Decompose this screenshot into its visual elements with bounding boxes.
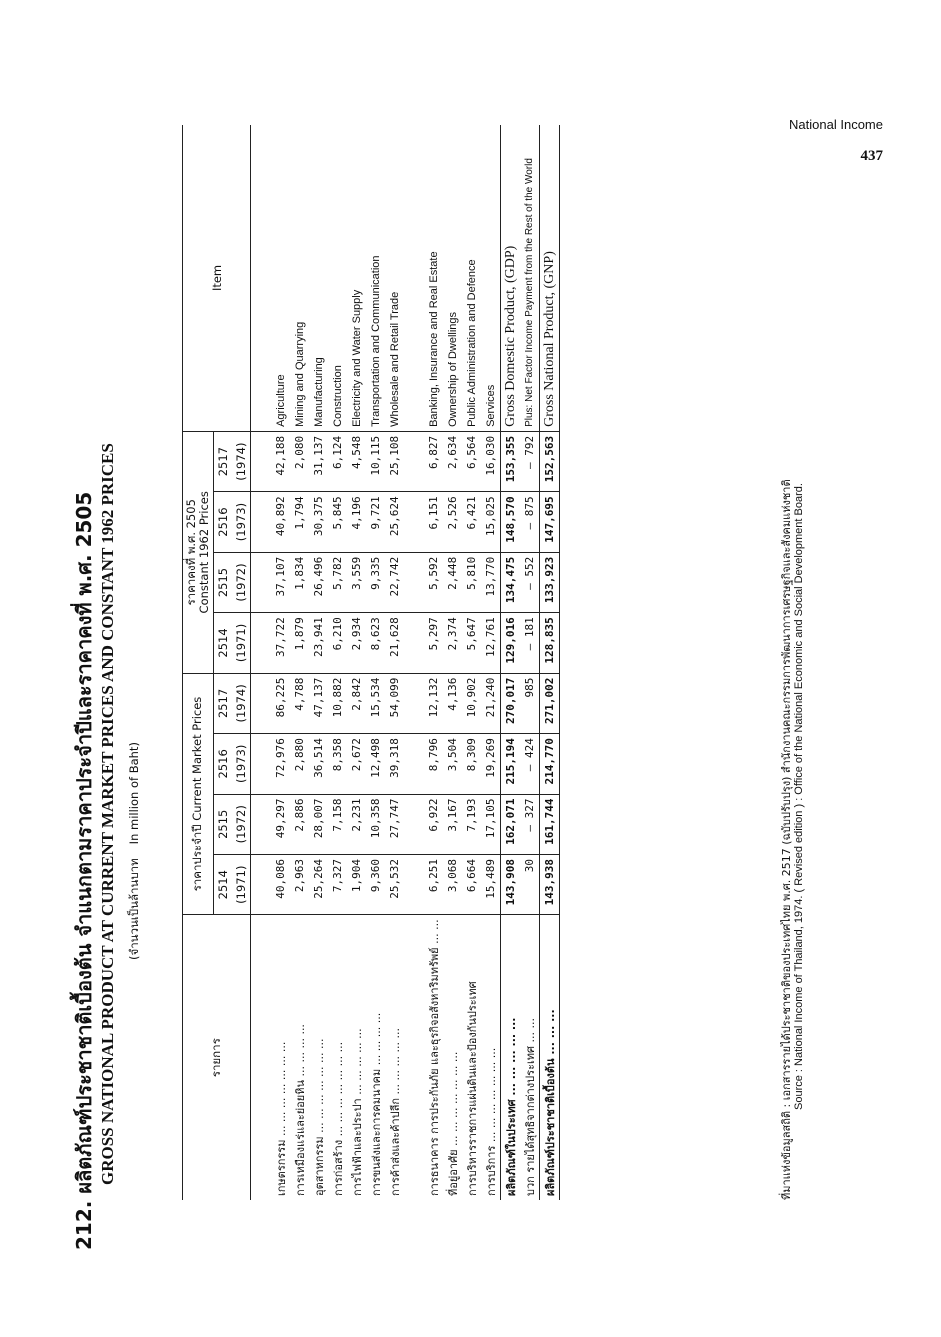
current-price-value: 7,193 bbox=[462, 794, 481, 854]
item-label-english: Manufacturing bbox=[309, 125, 328, 431]
constant-price-value: 6,124 bbox=[328, 431, 347, 491]
year-header: 2515 bbox=[214, 552, 233, 612]
current-price-value: 25,264 bbox=[312, 858, 325, 899]
current-price-value: 2,842 bbox=[347, 673, 366, 733]
constant-price-value: 1,794 bbox=[290, 492, 309, 552]
constant-price-value: 152,563 bbox=[540, 431, 560, 491]
item-label-english: Wholesale and Retail Trade bbox=[385, 125, 404, 431]
constant-price-value: 128,835 bbox=[540, 613, 560, 673]
current-price-value: 12,498 bbox=[366, 734, 385, 794]
table-row bbox=[309, 125, 328, 1200]
current-price-value: 214,770 bbox=[540, 734, 560, 794]
current-price-value: 271,002 bbox=[540, 673, 560, 733]
constant-price-value: 21,628 bbox=[385, 613, 404, 673]
item-label-english: Electricity and Water Supply bbox=[347, 125, 366, 431]
constant-price-value: 37,107 bbox=[271, 552, 290, 612]
constant-price-value: 6,564 bbox=[462, 431, 481, 491]
page-number: 437 bbox=[860, 148, 883, 164]
constant-prices-header-english: Constant 1962 Prices bbox=[197, 491, 211, 614]
item-label-english: Agriculture bbox=[271, 125, 290, 431]
item-label-english: Transportation and Communication bbox=[366, 125, 385, 431]
constant-price-value: 133,923 bbox=[540, 552, 560, 612]
year-header-ce: (1974) bbox=[232, 673, 251, 733]
current-price-value: 4,136 bbox=[443, 673, 462, 733]
constant-price-value: 12,761 bbox=[481, 613, 501, 673]
current-price-value: 2,963 bbox=[293, 858, 306, 893]
unit-note-thai: (จำนวนเป็นล้านบาท bbox=[127, 858, 141, 960]
current-price-value: 17,105 bbox=[481, 794, 501, 854]
table-number: 212. bbox=[72, 1200, 96, 1250]
item-label-thai: การก่อสร้าง ... ... ... ... ... ... ... bbox=[328, 915, 347, 1200]
current-price-value: 10,358 bbox=[366, 794, 385, 854]
item-label-english: Mining and Quarrying bbox=[290, 125, 309, 431]
constant-price-value: 148,570 bbox=[501, 492, 521, 552]
table-row bbox=[520, 125, 540, 1200]
constant-price-value: 30,375 bbox=[309, 492, 328, 552]
table-row bbox=[328, 125, 347, 1200]
current-price-value: 15,489 bbox=[484, 858, 497, 899]
current-price-value: 8,796 bbox=[424, 734, 443, 794]
current-price-value: 30 bbox=[523, 858, 536, 873]
table-row bbox=[540, 125, 560, 1200]
current-price-value: 10,902 bbox=[462, 673, 481, 733]
current-price-value: 161,744 bbox=[540, 794, 560, 854]
table-title-thai-text: ผลิตภัณฑ์ประชาชาติเบื้องต้น จำแนกตามราคาประจำปีและราคาคงที่ พ.ศ. 2505 bbox=[72, 491, 96, 1194]
current-price-value: 21,240 bbox=[481, 673, 501, 733]
year-header: 2516 bbox=[214, 492, 233, 552]
item-label-thai: การขนส่งและการคมนาคม ... ... ... ... bbox=[366, 915, 385, 1200]
item-label-english: Construction bbox=[328, 125, 347, 431]
constant-price-value: 1,879 bbox=[290, 613, 309, 673]
constant-price-value: – 875 bbox=[520, 492, 540, 552]
constant-prices-header bbox=[183, 431, 214, 673]
current-price-value: 7,158 bbox=[328, 794, 347, 854]
year-header-ce: (1972) bbox=[232, 552, 251, 612]
item-label-thai: อุตสาหกรรม ... ... ... ... ... ... ... bbox=[309, 915, 328, 1200]
item-label-english: Banking, Insurance and Real Estate bbox=[424, 125, 443, 431]
year-header-ce: (1971) bbox=[234, 865, 248, 904]
table-row bbox=[347, 125, 366, 1200]
year-header: 2514 bbox=[216, 870, 230, 900]
item-label-english: Gross National Product, (GNP) bbox=[540, 125, 560, 431]
constant-price-value: 3,559 bbox=[347, 552, 366, 612]
current-price-value: 40,086 bbox=[274, 858, 287, 899]
current-price-value: 2,886 bbox=[290, 794, 309, 854]
year-header-ce: (1974) bbox=[232, 431, 251, 491]
current-price-value: 270,017 bbox=[501, 673, 521, 733]
constant-price-value: 6,827 bbox=[424, 431, 443, 491]
current-price-value: 2,672 bbox=[347, 734, 366, 794]
current-price-value: 2,880 bbox=[290, 734, 309, 794]
current-price-value: 3,504 bbox=[443, 734, 462, 794]
constant-price-value: 2,448 bbox=[443, 552, 462, 612]
constant-price-value: 40,892 bbox=[271, 492, 290, 552]
constant-price-value: 2,080 bbox=[290, 431, 309, 491]
constant-price-value: – 181 bbox=[520, 613, 540, 673]
item-label-english: Public Administration and Defence bbox=[462, 125, 481, 431]
current-price-value: 7,327 bbox=[331, 858, 344, 893]
item-label-thai: ผลิตภัณฑ์ในประเทศ ... ... ... ... ... bbox=[501, 915, 521, 1200]
current-price-value: 10,882 bbox=[328, 673, 347, 733]
table-row bbox=[443, 125, 462, 1200]
current-price-value: 6,922 bbox=[424, 794, 443, 854]
current-price-value: – 424 bbox=[520, 734, 540, 794]
table-row bbox=[462, 125, 481, 1200]
year-header-ce: (1973) bbox=[232, 492, 251, 552]
year-header: 2517 bbox=[214, 431, 233, 491]
table-row bbox=[424, 125, 443, 1200]
item-header-english: Item bbox=[183, 125, 251, 431]
constant-prices-header-thai: ราคาคงที่ พ.ศ. 2505 bbox=[184, 499, 198, 606]
current-price-value: 6,251 bbox=[427, 858, 440, 893]
current-price-value: 36,514 bbox=[309, 734, 328, 794]
source-note-thai: ที่มาแห่งข้อมูลสถิติ : เอกสารรายได้ประชาชาติของประเทศไทย พ.ศ. 2517 (ฉบับปรับปรุง) สำนักงานคณะกรรมการพัฒนาการเศรษฐกิจและสังคมแห่งชาติ bbox=[780, 479, 793, 1200]
current-price-value: 15,534 bbox=[366, 673, 385, 733]
item-label-thai: การธนาคาร การประกันภัย และธุรกิจอสังหาริมทรัพย์ ... ... bbox=[424, 915, 443, 1200]
constant-price-value: 134,475 bbox=[501, 552, 521, 612]
item-label-english: Ownership of Dwellings bbox=[443, 125, 462, 431]
item-label-thai: เกษตรกรรม ... ... ... ... ... ... ... bbox=[271, 915, 290, 1200]
current-price-value: 9,360 bbox=[369, 858, 382, 893]
current-price-value: 143,938 bbox=[540, 854, 560, 914]
year-header-ce: (1972) bbox=[232, 794, 251, 854]
constant-price-value: – 552 bbox=[520, 552, 540, 612]
current-price-value: 72,976 bbox=[271, 734, 290, 794]
constant-price-value: 153,355 bbox=[501, 431, 521, 491]
current-price-value: 12,132 bbox=[424, 673, 443, 733]
running-title: National Income bbox=[789, 117, 883, 132]
constant-price-value: 5,297 bbox=[424, 613, 443, 673]
constant-price-value: 37,722 bbox=[271, 613, 290, 673]
current-price-value: 6,664 bbox=[465, 858, 478, 893]
table-body bbox=[251, 125, 560, 1200]
constant-price-value: 6,151 bbox=[424, 492, 443, 552]
rotated-table-page bbox=[60, 110, 850, 1260]
constant-price-value: 25,624 bbox=[385, 492, 404, 552]
constant-price-value: 42,188 bbox=[271, 431, 290, 491]
constant-price-value: 16,030 bbox=[481, 431, 501, 491]
constant-price-value: 5,810 bbox=[462, 552, 481, 612]
item-label-thai: การเหมืองแร่และย่อยหิน ... ... ... ... bbox=[290, 915, 309, 1200]
table-title-thai bbox=[68, 492, 100, 1250]
item-label-thai: การบริการ ... ... ... ... ... ... ... bbox=[481, 915, 501, 1200]
year-header-ce: (1973) bbox=[232, 734, 251, 794]
current-price-value: – 327 bbox=[520, 794, 540, 854]
constant-price-value: 1,834 bbox=[290, 552, 309, 612]
unit-note bbox=[126, 742, 144, 960]
source-note-english: Source : National Income of Thailand, 1974. ( Revised edition ) : Office of the National Economic and Social Development Board. bbox=[793, 483, 805, 1110]
constant-price-value: – 792 bbox=[520, 431, 540, 491]
constant-price-value: 4,548 bbox=[347, 431, 366, 491]
constant-price-value: 5,845 bbox=[328, 492, 347, 552]
constant-price-value: 6,210 bbox=[328, 613, 347, 673]
constant-price-value: 5,647 bbox=[462, 613, 481, 673]
current-price-value: 8,358 bbox=[328, 734, 347, 794]
year-header: 2517 bbox=[214, 673, 233, 733]
item-header-thai: รายการ bbox=[183, 915, 251, 1200]
current-price-value: 25,532 bbox=[388, 858, 401, 899]
current-price-value: 27,747 bbox=[385, 794, 404, 854]
constant-price-value: 15,025 bbox=[481, 492, 501, 552]
constant-price-value: 10,115 bbox=[366, 431, 385, 491]
current-price-value: 28,007 bbox=[309, 794, 328, 854]
current-prices-header: ราคาประจำปี Current Market Prices bbox=[183, 673, 214, 915]
current-price-value: 49,297 bbox=[271, 794, 290, 854]
current-price-value: 47,137 bbox=[309, 673, 328, 733]
table-row bbox=[501, 125, 521, 1200]
constant-price-value: 2,634 bbox=[443, 431, 462, 491]
item-label-english: Plus: Net Factor Income Payment from the Rest of the World bbox=[520, 125, 540, 431]
item-label-thai: ผลิตภัณฑ์ประชาชาติเบื้องต้น ... ... ... bbox=[540, 915, 560, 1200]
unit-note-english: In million of Baht) bbox=[127, 742, 141, 845]
constant-price-value: 9,335 bbox=[366, 552, 385, 612]
item-label-thai: การค้าส่งและค้าปลีก ... ... ... ... ... bbox=[385, 915, 404, 1200]
current-price-value: 39,318 bbox=[385, 734, 404, 794]
constant-price-value: 2,526 bbox=[443, 492, 462, 552]
current-price-value: 8,309 bbox=[462, 734, 481, 794]
current-price-value: 3,167 bbox=[443, 794, 462, 854]
table-row bbox=[385, 125, 404, 1200]
current-price-value: 162,071 bbox=[501, 794, 521, 854]
table-row bbox=[290, 125, 309, 1200]
table-title-english: GROSS NATIONAL PRODUCT AT CURRENT MARKET PRICES AND CONSTANT 1962 PRICES bbox=[98, 443, 117, 1185]
item-label-english: Services bbox=[481, 125, 501, 431]
gnp-table bbox=[182, 125, 560, 1200]
year-header-ce: (1971) bbox=[232, 613, 251, 673]
constant-price-value: 8,623 bbox=[366, 613, 385, 673]
year-header: 2515 bbox=[214, 794, 233, 854]
year-header: 2516 bbox=[214, 734, 233, 794]
constant-price-value: 23,941 bbox=[309, 613, 328, 673]
current-price-value: 54,099 bbox=[385, 673, 404, 733]
item-label-thai: การบริหารราชการแผ่นดินและป้องกันประเทศ bbox=[462, 915, 481, 1200]
constant-price-value: 31,137 bbox=[309, 431, 328, 491]
item-label-thai: การไฟฟ้าและประปา ... ... ... ... ... bbox=[347, 915, 366, 1200]
item-label-english: Gross Domestic Product, (GDP) bbox=[501, 125, 521, 431]
constant-price-value: 26,496 bbox=[309, 552, 328, 612]
current-price-value: 143,908 bbox=[501, 854, 521, 914]
constant-price-value: 5,782 bbox=[328, 552, 347, 612]
current-price-value: 3,068 bbox=[446, 858, 459, 893]
current-price-value: 1,904 bbox=[350, 858, 363, 893]
table-row bbox=[481, 125, 501, 1200]
current-price-value: 2,231 bbox=[347, 794, 366, 854]
year-header: 2514 bbox=[214, 613, 233, 673]
constant-price-value: 9,721 bbox=[366, 492, 385, 552]
constant-price-value: 4,196 bbox=[347, 492, 366, 552]
current-price-value: 215,194 bbox=[501, 734, 521, 794]
item-label-thai: บวก รายได้สุทธิจากต่างประเทศ ... ... bbox=[520, 915, 540, 1200]
constant-price-value: 22,742 bbox=[385, 552, 404, 612]
table-row bbox=[366, 125, 385, 1200]
current-price-value: 985 bbox=[520, 673, 540, 733]
current-price-value: 4,788 bbox=[290, 673, 309, 733]
constant-price-value: 2,934 bbox=[347, 613, 366, 673]
item-label-thai: ที่อยู่อาศัย ... ... ... ... ... ... ... bbox=[443, 915, 462, 1200]
constant-price-value: 13,770 bbox=[481, 552, 501, 612]
current-price-value: 19,269 bbox=[481, 734, 501, 794]
constant-price-value: 25,108 bbox=[385, 431, 404, 491]
table-row bbox=[271, 125, 290, 1200]
constant-price-value: 6,421 bbox=[462, 492, 481, 552]
constant-price-value: 129,016 bbox=[501, 613, 521, 673]
constant-price-value: 5,592 bbox=[424, 552, 443, 612]
current-price-value: 86,225 bbox=[271, 673, 290, 733]
constant-price-value: 147,695 bbox=[540, 492, 560, 552]
constant-price-value: 2,374 bbox=[443, 613, 462, 673]
